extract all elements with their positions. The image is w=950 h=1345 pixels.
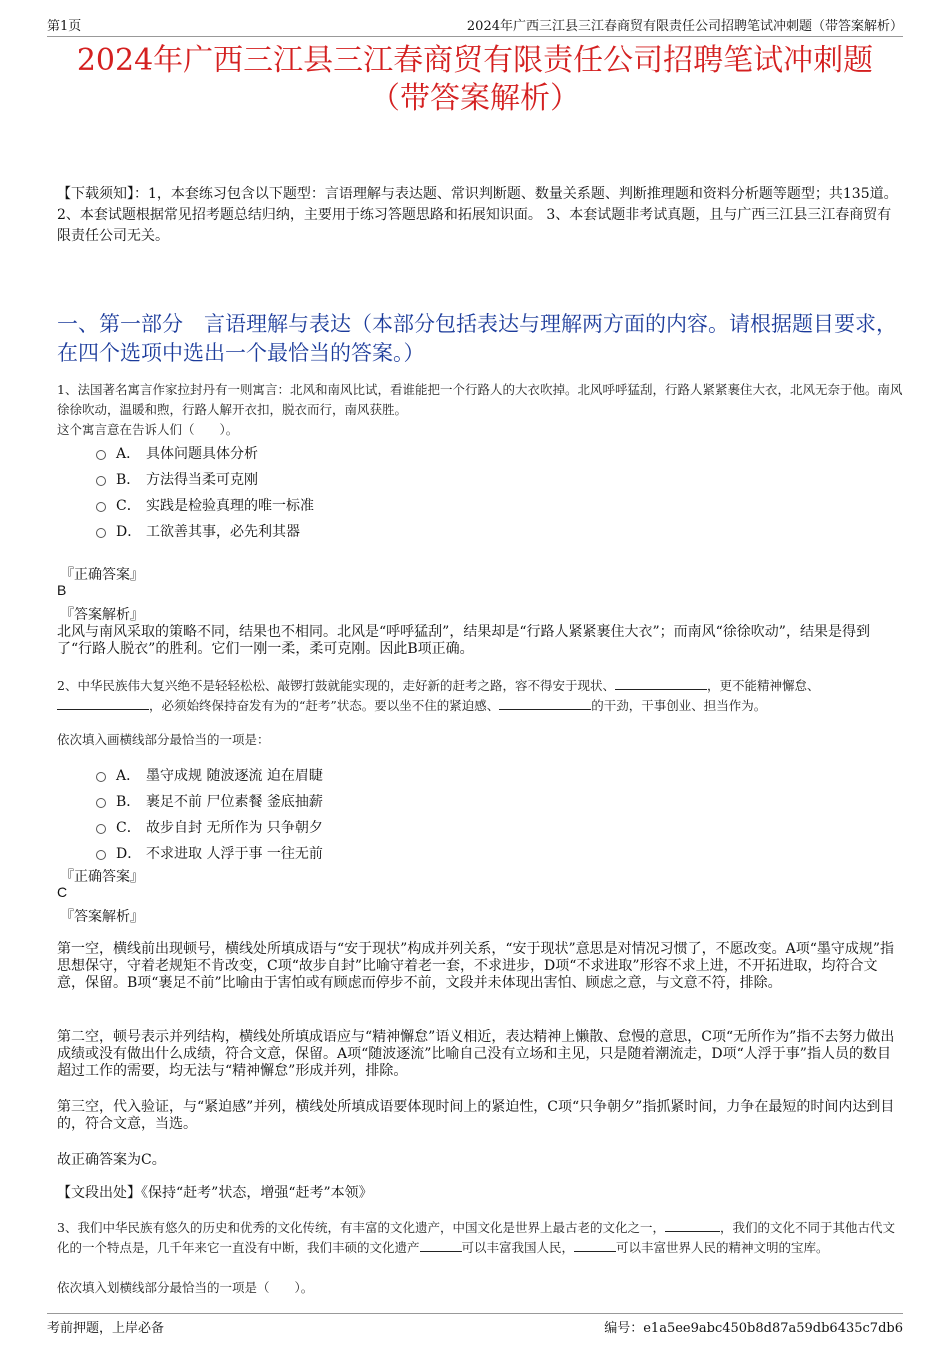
- footer-slogan: 考前押题，上岸必备: [47, 1321, 165, 1336]
- q2-answer-label: 『正确答案』: [60, 869, 144, 885]
- page-header: [47, 14, 903, 37]
- q2-source: 【文段出处】《保持“赶考”状态，增强“赶考”本领》: [57, 1185, 373, 1201]
- question-1-stem: [57, 380, 903, 440]
- q2-option-c[interactable]: C． 故步自封 无所作为 只争朝夕: [96, 814, 323, 840]
- q3-ask: 依次填入划横线部分最恰当的一项是（ ）。: [57, 1280, 314, 1295]
- q1-stem-text: 1、法国著名寓言作家拉封丹有一则寓言：北风和南风比试，看谁能把一个行路人的大衣吹掉。北风呼呼猛刮，行路人紧紧裹住大衣，北风无奈于他。南风徐徐吹动，温暖和煦，行路人解开衣扣，脱衣而行，南风获胜。: [57, 382, 903, 417]
- page-number: 第1页: [47, 19, 82, 34]
- q2-option-b[interactable]: B． 裹足不前 尸位素餐 釜底抽薪: [96, 788, 323, 814]
- fill-blank[interactable]: [420, 1239, 462, 1252]
- download-notice: 【下载须知】：1，本套练习包含以下题型：言语理解与表达题、常识判断题、数量关系题、判断推理题和资料分析题等题型；共135道。 2、本套试题根据常见招考题总结归纳，主要用于练习答题思路和拓展知识面。 3、本套试题非考试真题，且与广西三江县三江春商贸有限责任公司无关。: [57, 186, 898, 244]
- q2-analysis-p3: 第三空，代入验证，与“紧迫感”并列，横线处所填成语要体现时间上的紧迫性，C项“只争朝夕”指抓紧时间，力争在最短的时间内达到目的，符合文意，当选。: [57, 1099, 895, 1132]
- doc-title: [40, 42, 910, 118]
- header-doc-title: 2024年广西三江县三江春商贸有限责任公司招聘笔试冲刺题（带答案解析）: [466, 19, 903, 34]
- q2-option-d[interactable]: D． 不求进取 人浮于事 一往无前: [96, 840, 323, 866]
- radio-icon[interactable]: [96, 850, 106, 860]
- fill-blank[interactable]: [665, 1219, 720, 1232]
- q1-analysis-label: 『答案解析』: [60, 607, 144, 623]
- q1-option-d[interactable]: D． 工欲善其事，必先利其器: [96, 518, 314, 544]
- q1-answer: B: [57, 582, 67, 598]
- radio-icon[interactable]: [96, 528, 106, 538]
- radio-icon[interactable]: [96, 772, 106, 782]
- fill-blank[interactable]: [57, 697, 149, 710]
- q2-analysis-p2: 第二空，顿号表示并列结构，横线处所填成语应与“精神懈怠”语义相近，表达精神上懒散、怠慢的意思，C项“无所作为”指不去努力做出成绩或没有做出什么成绩，符合文意，保留。A项“随波逐流”比喻自己没有立场和主见，只是随着潮流走，D项“人浮于事”指人员的数目超过工作的需要，均无法与“精神懈怠”形成并列，排除。: [57, 1029, 895, 1079]
- question-2-stem: 2、中华民族伟大复兴绝不是轻轻松松、敲锣打鼓就能实现的，走好新的赶考之路，容不得安于现状、 ，更不能精神懈怠、，必须始终保持奋发有为的“赶考”状态。要以坐不住的紧迫感、 的干劲，干事创业、担当作为。: [57, 678, 820, 713]
- title-line-1: 2024年广西三江县三江春商贸有限责任公司招聘笔试冲刺题: [76, 43, 874, 78]
- q1-options: [96, 440, 314, 544]
- page-footer: [47, 1313, 903, 1336]
- q1-answer-label: 『正确答案』: [60, 567, 144, 583]
- question-3-stem: 3、我们中华民族有悠久的历史和优秀的文化传统，有丰富的文化遗产，中国文化是世界上最古老的文化之一， ，我们的文化不同于其他古代文化的一个特点是，几千年来它一直没有中断，我们丰硕的文化遗产 可以丰富我国人民， 可以丰富世界人民的精神文明的宝库。: [57, 1220, 895, 1255]
- section-heading: 一、第一部分 言语理解与表达（本部分包括表达与理解两方面的内容。请根据题目要求，在四个选项中选出一个最恰当的答案。）: [57, 312, 897, 365]
- radio-icon[interactable]: [96, 502, 106, 512]
- q2-analysis-p1: 第一空，横线前出现顿号，横线处所填成语与“安于现状”构成并列关系，“安于现状”意思是对情况习惯了，不愿改变。A项“墨守成规”指思想保守，守着老规矩不肯改变，C项“故步自封”比喻守着老一套，不求进步，D项“不求进取”形容不求上进，不开拓进取，均符合文意，保留。B项“裹足不前”比喻由于害怕或有顾虑而停步不前，文段并未体现出害怕、顾虑之意，与文意不符，排除。: [57, 941, 895, 991]
- fill-blank[interactable]: [499, 697, 591, 710]
- fill-blank[interactable]: [574, 1239, 616, 1252]
- q1-option-a[interactable]: A． 具体问题具体分析: [96, 440, 314, 466]
- q2-analysis-p4: 故正确答案为C。: [57, 1152, 166, 1168]
- title-line-2: （带答案解析）: [370, 81, 580, 116]
- radio-icon[interactable]: [96, 824, 106, 834]
- q2-analysis-label: 『答案解析』: [60, 909, 144, 925]
- footer-code: 编号：e1a5ee9abc450b8d87a59db6435c7db6: [604, 1321, 903, 1336]
- q1-option-c[interactable]: C． 实践是检验真理的唯一标准: [96, 492, 314, 518]
- q2-ask: 依次填入画横线部分最恰当的一项是：: [57, 732, 270, 747]
- q1-analysis: 北风与南风采取的策略不同，结果也不相同。北风是“呼呼猛刮”，结果却是“行路人紧紧裹住大衣”；而南风“徐徐吹动”，结果是得到了“行路人脱衣”的胜利。它们一刚一柔，柔可克刚。因此B项正确。: [57, 624, 870, 657]
- q1-ask-text: 这个寓言意在告诉人们（ ）。: [57, 422, 239, 437]
- fill-blank[interactable]: [615, 677, 707, 690]
- q2-answer: C: [57, 884, 68, 900]
- q2-options: [96, 762, 323, 866]
- radio-icon[interactable]: [96, 476, 106, 486]
- radio-icon[interactable]: [96, 798, 106, 808]
- q1-option-b[interactable]: B． 方法得当柔可克刚: [96, 466, 314, 492]
- q2-option-a[interactable]: A． 墨守成规 随波逐流 迫在眉睫: [96, 762, 323, 788]
- radio-icon[interactable]: [96, 450, 106, 460]
